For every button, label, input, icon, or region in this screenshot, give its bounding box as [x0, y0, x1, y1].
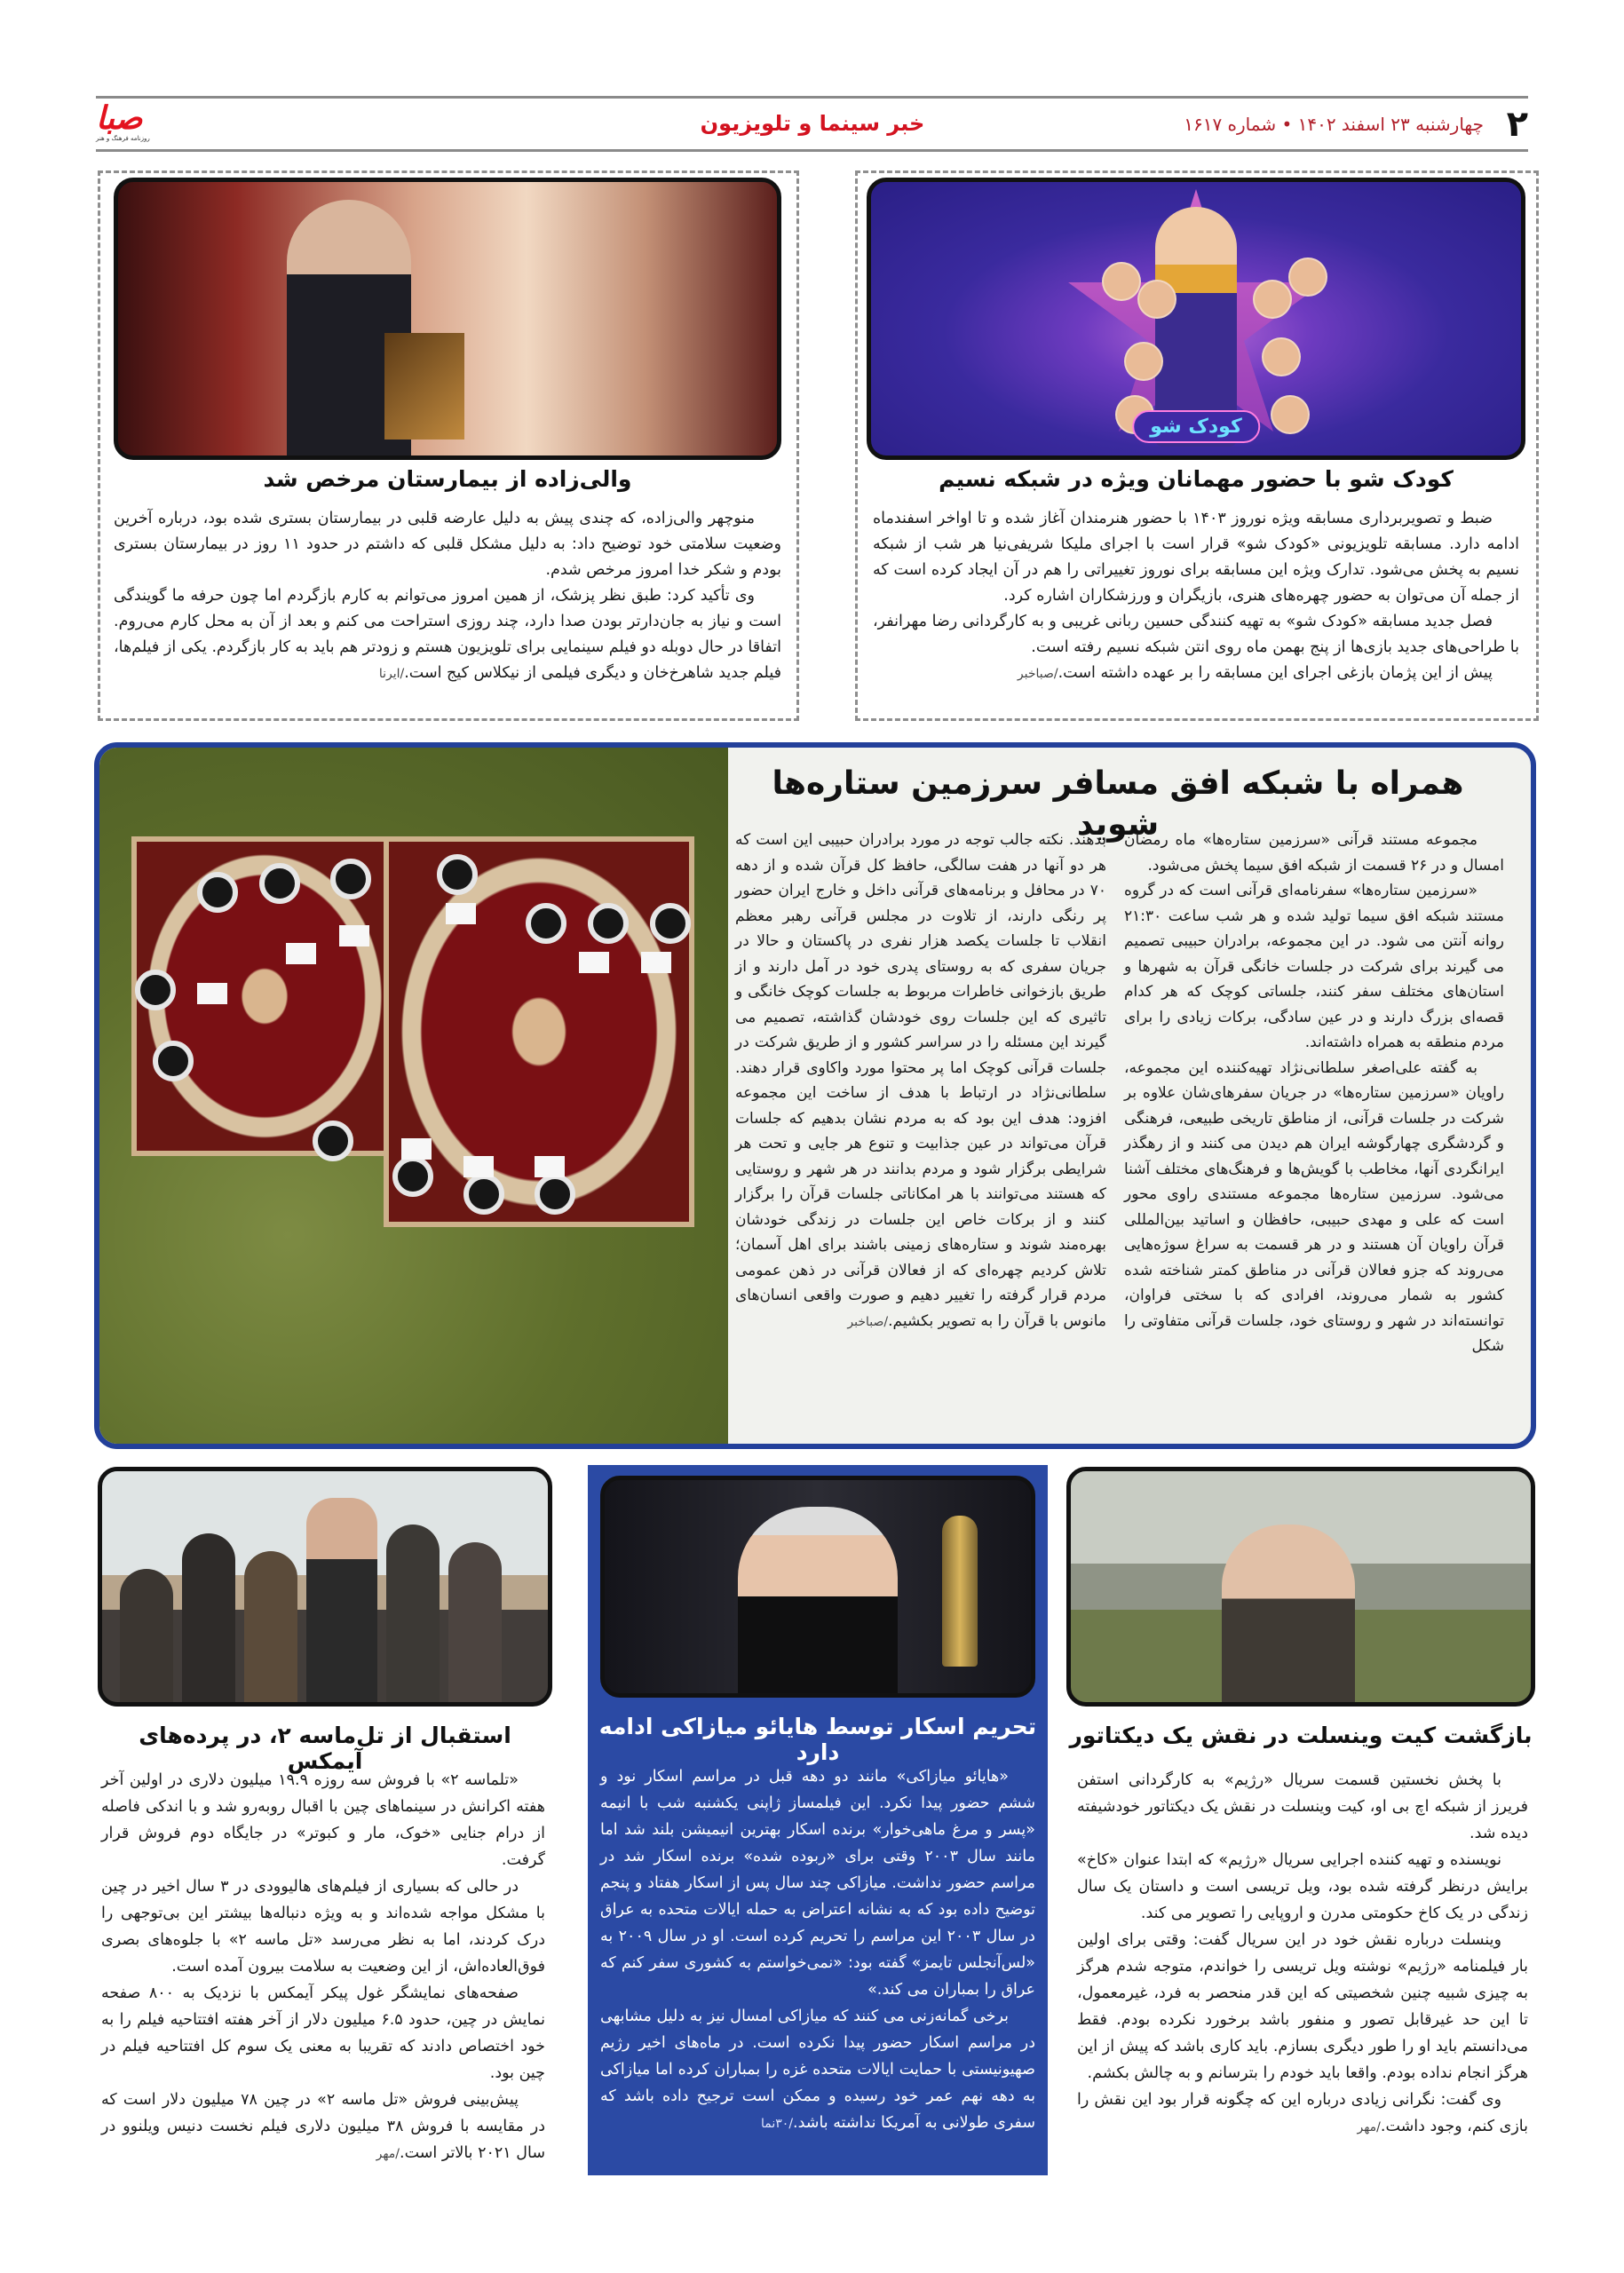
header-rule-bottom [96, 149, 1528, 152]
valizadeh-body [114, 506, 781, 687]
kate-winslet-body [1077, 1767, 1528, 2141]
person-figure [197, 872, 238, 913]
paragraph: منوچهر والی‌زاده، که چندی پیش به دلیل عارضه قلبی در بیمارستان بستری شده بود، درباره آخرین وضعیت سلامتی خود توضیح داد: به دلیل مشکل قلبی که داشتم در حدود ۱۱ روز در بیمارستان بستری بودم و شکر خدا امروز مرخص شدم. [114, 510, 781, 579]
kodak-show-headline[interactable]: کودک شو با حضور مهمانان ویژه در شبکه نسیم [939, 466, 1454, 492]
paragraph: «سرزمین ستاره‌ها» سفرنامه‌ای قرآنی است که در گروه مستند شبکه افق سیما تولید شده و هر شب ساعت ۲۱:۳۰ روانه آنتن می شود. در این مجموعه، برادران حبیبی تصمیم می گیرند برای شرکت در جلسات خانگی قرآن به شهرها و استان‌های مختلف سفر کنند، جلساتی کوچک که هر کدام قصه‌ای بزرگ دارند و در عین سادگی، برکات زیادی را برای مردم منطقه به همراه داشته‌اند. [1124, 882, 1504, 1051]
person-figure [313, 1121, 353, 1161]
paragraph: وی تأکید کرد: طبق نظر پزشک، از همین امروز می‌توانم به کارم بازگردم اما چون حرفه ما گویندگی است و نیاز به جان‌دارتر بودن صدا دارد، چند روزی استراحت می کنم و بعد از آن به محل کارم می‌روم. اتفاقا در حال دوبله دو فیلم سینمایی برای تلویزیون هستم و زودتر هم باید به کار بازگردم. یکی از فیلم‌ها، فیلم جدید شاهرخ‌خان و دیگری فیلمی از نیکلاس کیج است./ایرنا [114, 587, 781, 682]
paragraph: با پخش نخستین قسمت سریال «رژیم» به کارگردانی استفن فریرز از شبکه اچ بی او، کیت وینسلت در نقش یک دیکتاتور خودشیفته دیده شد. [1077, 1771, 1528, 1842]
person-figure [650, 903, 691, 944]
logo-wordmark: صبا [96, 99, 143, 137]
miyazaki-image [600, 1476, 1035, 1698]
paragraph: بدهند. نکته جالب توجه در مورد برادران حبیبی این است که هر دو آنها در هفت سالگی، حافظ کل قرآن شده و از دهه ۷۰ در محافل و برنامه‌های قرآنی داخل و خارج ایران حضور پر رنگی دارند، از تلاوت در مجلس قرآنی رهبر معظم انقلاب تا جلسات یکصد هزار نفری در پاکستان و حالا در جریان سفری که به روستای پدری خود در آمل دارند و از طریق بازخوانی خاطرات مربوط به جلسات کوچک خانگی و تاثیری که این جلسات روی خودشان گذاشته، تصمیم می گیرند این مسئله را در سراسر کشور و از طریق شرکت در جلسات قرآنی کوچک اما پر محتوا مورد واکاوی قرار دهند. سلطانی‌نژاد در ارتباط با هدف از ساخت این مجموعه افزود: هدف این بود که به مردم نشان بدهیم که جلسات قرآن می‌تواند در عین جذابیت و تنوع هر جایی و تحت هر شرایطی برگزار شود و مردم بدانند در هر شهر و روستایی که هستند می‌توانند با هر امکاناتی جلسات قرآن را برگزار کنند و از برکات خاص این جلسات در زندگی خودشان بهره‌مند شوند و ستاره‌های زمینی باشند برای اهل آسمان؛ تلاش کردیم چهره‌ای که از فعالان قرآنی در ذهن عمومی مردم قرار گرفته را تغییر دهیم و صورت واقعی انسان‌های مانوس با قرآن را به تصویر بکشیم./صباخبر [735, 831, 1106, 1330]
source-credit: /مهر [376, 2147, 400, 2161]
dune-2-body [101, 1767, 545, 2167]
newspaper-logo[interactable] [96, 101, 176, 147]
section-title: خبر سینما و تلویزیون [700, 111, 925, 136]
book-graphic [286, 943, 316, 964]
kodak-show-body [873, 506, 1519, 687]
person-figure [535, 1174, 575, 1215]
person-figure [120, 1569, 173, 1702]
logo-tagline: روزنامه فرهنگ و هنر [96, 135, 150, 142]
child-figure [1271, 395, 1310, 434]
person-figure [244, 1551, 297, 1702]
book-graphic [579, 952, 609, 973]
dune-2-headline[interactable]: استقبال از تل‌ماسه ۲، در پرده‌های آیمکس [139, 1723, 511, 1774]
paragraph: فصل جدید مسابقه «کودک شو» به تهیه کنندگی حسین ربانی غریبی و به کارگردانی رضا مهرانفر، با طراحی‌های جدید بازی‌ها از پنج بهمن ماه روی انتن شبکه نسیم رفته است. [873, 613, 1519, 656]
miyazaki-headline[interactable]: تحریم اسکار توسط هایائو میازاکی ادامه دارد [598, 1714, 1037, 1765]
person-figure [437, 854, 478, 895]
page-number: ۲ [1506, 104, 1528, 145]
book-graphic [401, 1138, 432, 1160]
person-figure [448, 1542, 502, 1702]
issue-date: چهارشنبه ۲۳ اسفند ۱۴۰۲ • شماره ۱۶۱۷ [1184, 114, 1484, 135]
person-figure [526, 903, 566, 944]
paragraph: صفحه‌های نمایشگر غول پیکر آیمکس با نزدیک به ۸۰۰ صفحه نمایش در چین، حدود ۶.۵ میلیون دلار از آخر هفته افتتاحیه فیلم را به خود اختصاص دادند که تقریبا به معنی یک سوم کل افتتاحیه فیلم در چین بود. [101, 1984, 545, 2082]
paragraph: ضبط و تصویربرداری مسابقه ویژه نوروز ۱۴۰۳ با حضور هنرمندان آغاز شده و تا اواخر اسفندماه ادامه دارد. مسابقه تلویزیونی «کودک شو» قرار است با اجرای ملیکا شریفی‌نیا هر شب از شبکه نسیم به پخش می‌شود. تدارک ویژه این مسابقه برای نوروز تغییراتی را هم در آن ایجاد کرده است که از جمله آن می‌توان به حضور چهره‌های هنری، بازیگران و ورزشکاران اشاره کرد. [873, 510, 1519, 605]
feature-headline[interactable]: همراه با شبکه افق مسافر سرزمین ستاره‌ها شوید [772, 765, 1464, 843]
award-plaque [384, 333, 464, 440]
paragraph: پیش از این پژمان بازغی اجرای این مسابقه را بر عهده داشته است./صباخبر [1017, 664, 1493, 682]
child-figure [1124, 342, 1163, 381]
feature-column-2 [735, 828, 1106, 1334]
book-graphic [339, 925, 369, 946]
person-figure [135, 970, 176, 1010]
person-figure [392, 1156, 433, 1197]
paragraph: به گفته علی‌اصغر سلطانی‌نژاد تهیه‌کننده این مجموعه، راویان «سرزمین ستاره‌ها» در جریان سفرهای‌شان علاوه بر شرکت در جلسات قرآنی، از مناطق تاریخی طبیعی، فرهنگی و گردشگری چهارگوشه ایران هم دیدن می کنند و از رهگذر ایرانگردی آنها، مخاطب با گویش‌ها و فرهنگ‌های مختلف آشنا می‌شود. سرزمین ستاره‌ها مجموعه مستندی راوی محور است که علی و مهدی حبیبی، حافظان و اساتید بین‌المللی قرآن راویان آن هستند و در هر قسمت به سراغ سوژه‌هایی می‌روند که جزو فعالان قرآنی در مناطق کمتر شناخته شده کشور به شمار می‌روند، افرادی که با سختی فراوان، توانسته‌اند در شهر و روستای خود، جلسات قرآنی متفاوتی را شکل [1124, 1058, 1504, 1355]
kate-winslet-headline[interactable]: بازگشت کیت وینسلت در نقش یک دیکتاتور [1069, 1723, 1533, 1748]
person-figure [330, 859, 371, 899]
book-graphic [463, 1156, 494, 1177]
paragraph: «تلماسه ۲» با فروش سه روزه ۱۹.۹ میلیون دلاری در اولین آخر هفته اکرانش در سینماهای چین با اقبال روبه‌رو شد و با اندکی فاصله از درام جنایی «خوک، مار و کبوتر» در جایگاه دوم فروش قرار گرفت. [101, 1771, 545, 1869]
person-figure [182, 1533, 235, 1702]
valizadeh-image [114, 178, 781, 460]
child-figure [1262, 337, 1301, 376]
book-graphic [641, 952, 671, 973]
book-graphic [535, 1156, 565, 1177]
person-figure [463, 1174, 504, 1215]
book-graphic [197, 983, 227, 1004]
feature-article-sarzamin-setareha [94, 742, 1536, 1449]
kate-winslet-image [1066, 1467, 1535, 1707]
person-figure [259, 863, 300, 904]
paragraph: در حالی که بسیاری از فیلم‌های هالیوودی در ۳ سال اخیر در چین با مشکل مواجه شده‌اند و به ویژه دنباله‌ها بیشتر این بی‌توجهی را درک کردند، اما به نظر می‌رسد «تل ماسه ۲» با جلوه‌های بصری فوق‌العاده‌اش، از این وضعیت به سلامت بیرون آمده است. [101, 1878, 546, 1976]
child-figure [1288, 257, 1327, 297]
paragraph: پیش‌بینی فروش «تل ماسه ۲» در چین ۷۸ میلیون دلار است که در مقایسه با فروش ۳۸ میلیون دلاری فیلم نخست دنیس ویلنوو در سال ۲۰۲۱ بالاتر است./مهر [101, 2091, 545, 2162]
oscar-statue-graphic [942, 1516, 978, 1667]
feature-column-1 [1124, 828, 1504, 1359]
person-figure [153, 1041, 194, 1081]
paragraph: وی گفت: نگرانی زیادی درباره این که چگونه قرار بود این نقش را بازی کنم، وجود داشت./مهر [1077, 2091, 1528, 2135]
source-credit: /مهر [1357, 2120, 1381, 2134]
person-figure [588, 903, 629, 944]
header-rule-top [96, 96, 1528, 99]
source-credit: /صباخبر [1017, 667, 1058, 681]
kodak-show-image [867, 178, 1525, 460]
child-figure [1102, 262, 1141, 301]
paragraph: وینسلت درباره نقش خود در این سریال گفت: وقتی برای اولین بار فیلمنامه «رژیم» نوشته ویل تریسی را خواندم، متوجه شدم هرگز به چیزی شبیه چنین شخصیتی که این قدر منحصر به فرد، غیرمعمول، تا این حد غیرقابل تصور و منفور باشد برخورد نکرده بودم. فقط می‌دانستم باید او را طور دیگری بسازم. باید کاری باشد که پیش از این هرگز انجام نداده بودم. واقعا باید خودم را بترسانم و به چالش بکشم. [1077, 1931, 1528, 2082]
miyazaki-body [600, 1763, 1035, 2137]
book-graphic [446, 903, 476, 924]
paragraph: «هایائو میازاکی» مانند دو دهه قبل در مراسم اسکار نود و ششم حضور پیدا نکرد. این فیلمساز ژاپنی یکشنبه شب با انیمه «پسر و مرغ ماهی‌خوار» برنده اسکار بهترین انیمیشن بلند شد اما مانند سال ۲۰۰۳ وقتی برای «ربوده شده» برنده اسکار شد در مراسم حضور نداشت. میازاکی چند سال پس از اسکار هفتاد و پنجم توضیح داده بود که به نشانه اعتراض به حمله ایالات متحده به عراق در سال ۲۰۰۳ این مراسم را تحریم کرده است. او در سال ۲۰۰۹ به «لس‌آنجلس تایمز» گفته بود: «نمی‌خواستم به کشوری سفر کنم که عراق را بمباران می کند.» [600, 1768, 1035, 1999]
child-figure [1253, 280, 1292, 319]
show-logo-caption: کودک شو [1132, 410, 1260, 443]
child-figure [1137, 280, 1176, 319]
paragraph: برخی گمانه‌زنی می کنند که میازاکی امسال نیز به دلیل مشابهی در مراسم اسکار حضور پیدا نکرده است. در ماه‌های اخیر رژیم صهیونیستی با حمایت ایالات متحده غزه را بمباران کرده اما میازاکی به دهه نهم عمر خود رسیده و ممکن است ترجیح داده باشد که سفری طولانی به آمریکا نداشته باشد./۳۰نما [600, 2008, 1035, 2132]
dune-2-image [98, 1467, 552, 1707]
person-figure [738, 1507, 898, 1698]
quran-gathering-aerial-image [99, 748, 728, 1444]
person-figure [306, 1498, 377, 1702]
source-credit: /۳۰نما [761, 2117, 794, 2131]
paragraph: نویسنده و تهیه کننده اجرایی سریال «رژیم» که ابتدا عنوان «کاخ» برایش درنظر گرفته شده بود، ویل تریسی است و داستان یک سال زندگی در یک کاخ حکومتی مدرن و اروپایی را تصویر می کند. [1077, 1851, 1528, 1922]
source-credit: /ایرنا [378, 667, 405, 681]
valizadeh-headline[interactable]: والی‌زاده از بیمارستان مرخص شد [263, 466, 632, 492]
person-figure [386, 1525, 440, 1702]
paragraph: مجموعه مستند قرآنی «سرزمین ستاره‌ها» ماه رمضان امسال و در ۲۶ قسمت از شبکه افق سیما پخش می‌شود. [1124, 831, 1504, 875]
person-figure [1222, 1525, 1355, 1707]
source-credit: /صباخبر [847, 1314, 889, 1329]
